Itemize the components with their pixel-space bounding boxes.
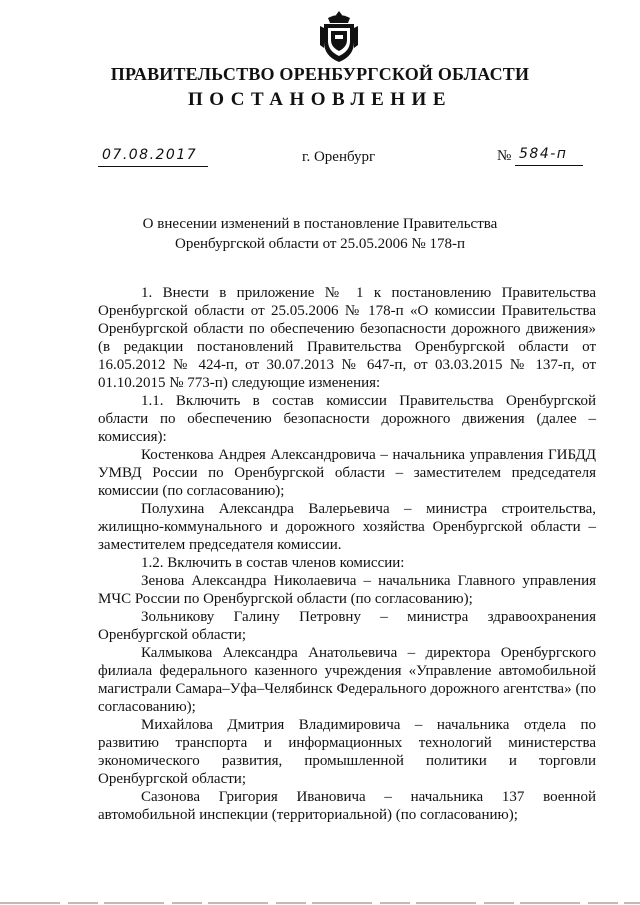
document-type-heading: ПОСТАНОВЛЕНИЕ bbox=[187, 89, 453, 110]
paragraph: 1.1. Включить в состав комиссии Правительства Оренбургской области по обеспечению безопасности дорожного движения (далее – комиссия): bbox=[98, 393, 596, 445]
document-number-line bbox=[515, 145, 583, 166]
paragraph: Костенкова Андрея Александровича – начальника управления ГИБДД УМВД России по Оренбургской области – заместителем председателя комиссии (по согласованию); bbox=[98, 447, 596, 499]
subject-line: Оренбургской области от 25.05.2006 № 178-п bbox=[174, 236, 466, 252]
page-bottom-edge bbox=[0, 900, 640, 905]
government-title: ПРАВИТЕЛЬСТВО ОРЕНБУРГСКОЙ ОБЛАСТИ bbox=[110, 64, 530, 84]
subject-line: О внесении изменений в постановление Правительства bbox=[142, 216, 498, 232]
paragraph: Михайлова Дмитрия Владимировича – начальника отдела по развитию транспорта и информационных технологий министерства экономического развития, промышленной политики и торговли Оренбургской области; bbox=[98, 717, 596, 787]
document-city: г. Оренбург bbox=[302, 149, 376, 165]
document-body bbox=[98, 284, 596, 824]
number-sign: № bbox=[497, 148, 512, 164]
paragraph: Зольникову Галину Петровну – министра здравоохранения Оренбургской области; bbox=[98, 609, 596, 643]
paragraph: Сазонова Григория Ивановича – начальника 137 военной автомобильной инспекции (территориальной) (по согласованию); bbox=[98, 789, 596, 823]
paragraph: 1.2. Включить в состав членов комиссии: bbox=[141, 555, 405, 571]
paragraph: Полухина Александра Валерьевича – министра строительства, жилищно-коммунального и дорожного хозяйства Оренбургской области – заместителем председателя комиссии. bbox=[98, 501, 596, 553]
document-subject bbox=[0, 214, 640, 254]
document-date: 07.08.2017 bbox=[102, 147, 198, 163]
document-number: 584-п bbox=[519, 146, 568, 162]
coat-of-arms-icon bbox=[318, 10, 360, 64]
paragraph: Зенова Александра Николаевича – начальника Главного управления МЧС России по Оренбургской области (по согласованию); bbox=[98, 573, 596, 607]
paragraph: Калмыкова Александра Анатольевича – директора Оренбургского филиала федерального казенного учреждения «Управление автомобильной магистрали Самара–Уфа–Челябинск Федерального дорожного агентства» (по согласованию); bbox=[98, 645, 596, 715]
paragraph: 1. Внести в приложение № 1 к постановлению Правительства Оренбургской области от 25.05.2006 № 178-п «О комиссии Правительства Оренбургской области по обеспечению безопасности дорожного движения» (в редакции постановлений Правительства Оренбургской области от 16.05.2012 № 424-п, от 30.07.2013 № 647-п, от 03.03.2015 № 137-п, от 01.10.2015 № 773-п) следующие изменения: bbox=[98, 285, 596, 391]
document-date-field bbox=[98, 146, 208, 167]
